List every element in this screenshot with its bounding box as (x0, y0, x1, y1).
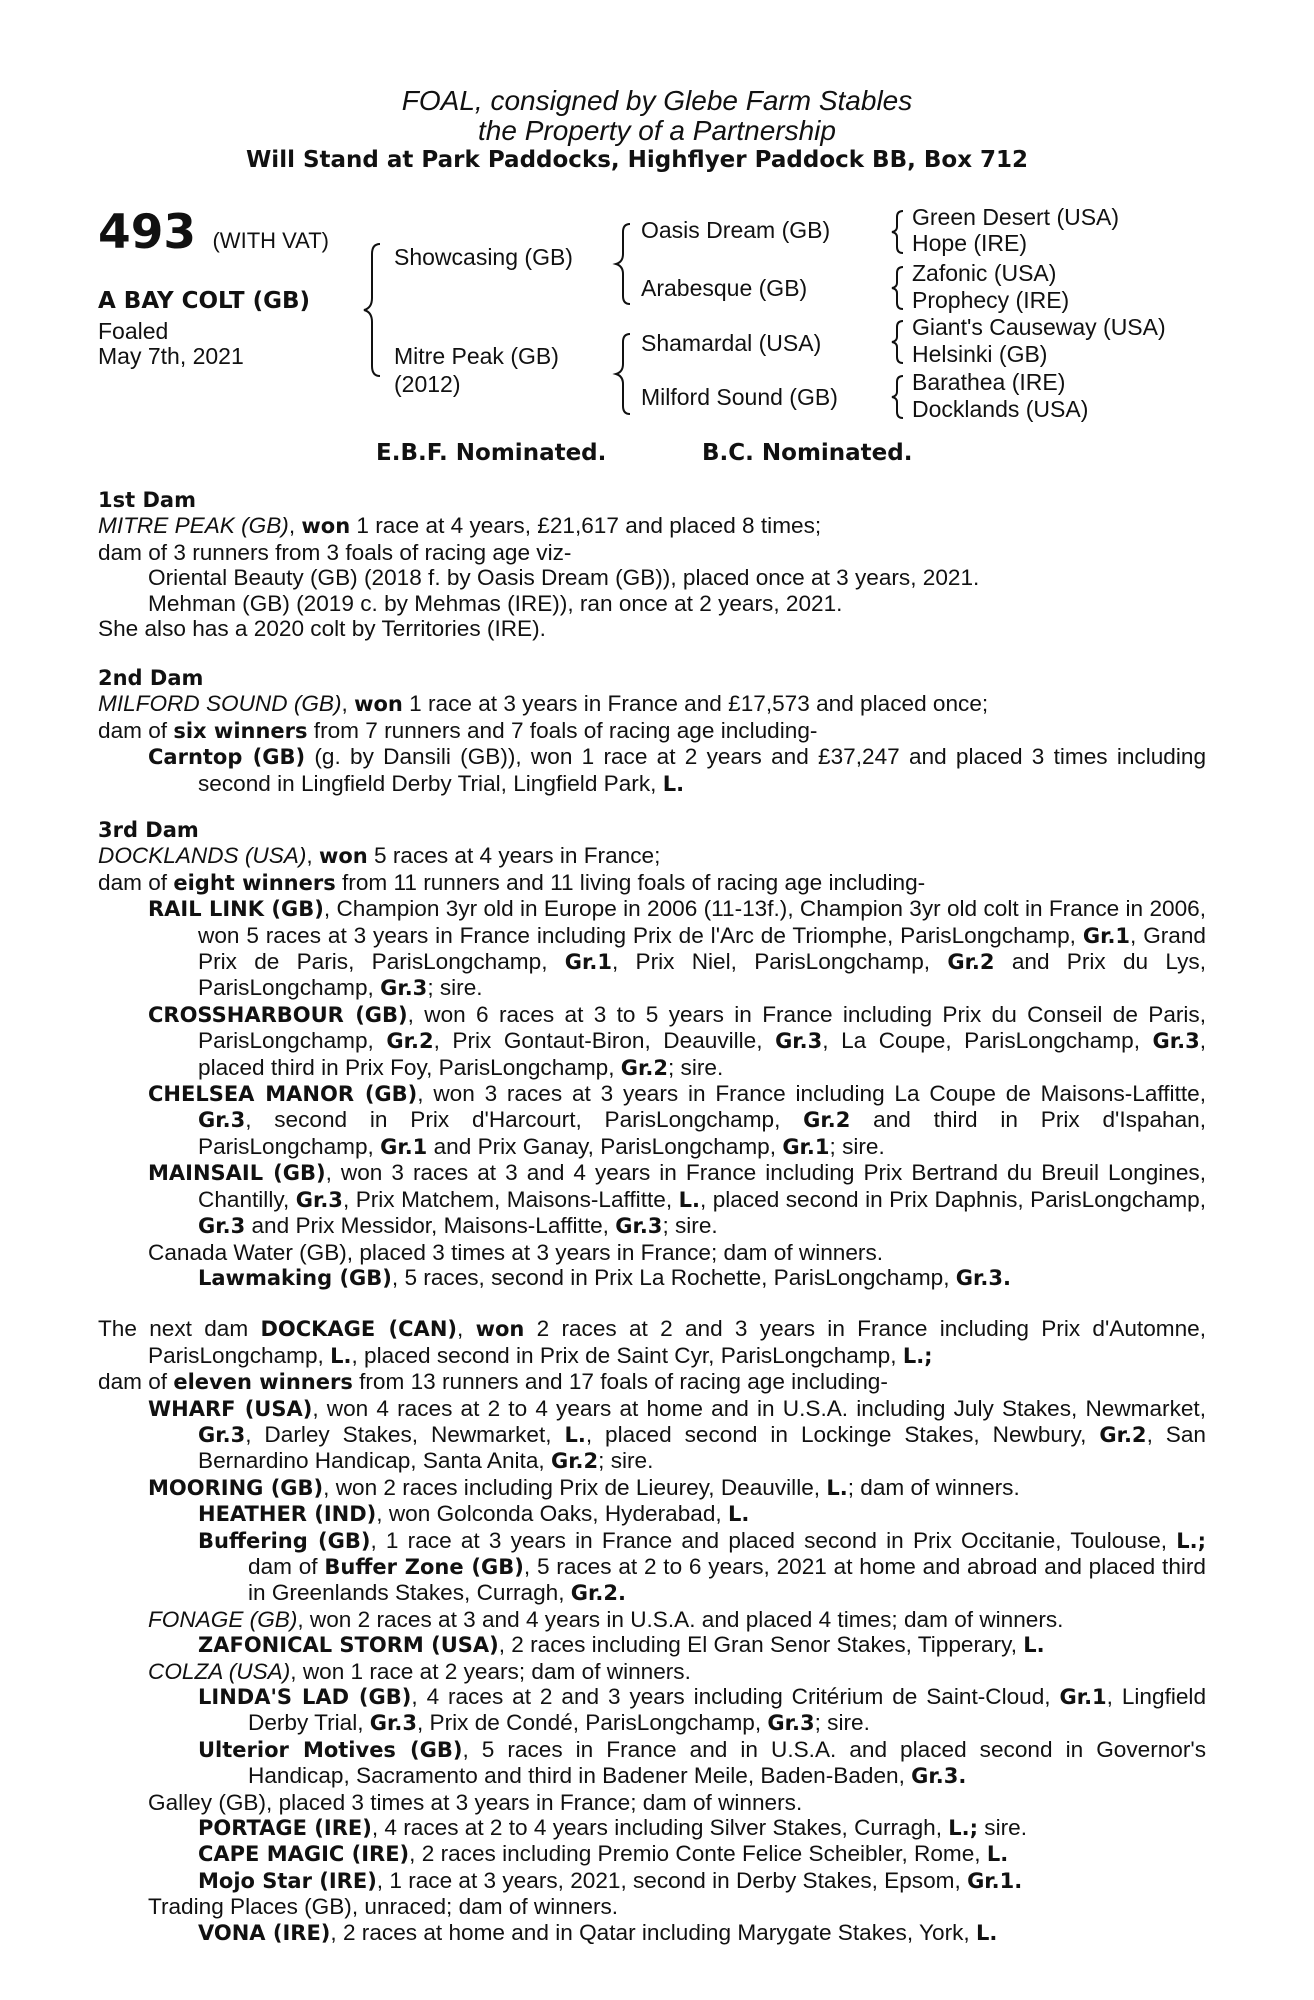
text-part: , won Golconda Oaks, Hyderabad, (376, 1501, 728, 1527)
text-part: , 4 races at 2 to 4 years including Silver Stakes, Curragh, (371, 1815, 949, 1841)
horse-name: WHARF (USA) (148, 1396, 313, 1421)
text-part: ; sire. (814, 1710, 870, 1736)
grade: Gr.3 (198, 1108, 246, 1133)
text-part: dam of (98, 869, 174, 895)
ped-dss: Giant's Causeway (USA) (912, 314, 1166, 340)
third-dam-name: DOCKLANDS (USA) (98, 843, 307, 869)
third-dam-section (98, 818, 1206, 1946)
winners-count: six winners (173, 718, 308, 743)
horse-name: A BAY COLT (GB) (98, 288, 311, 314)
text-part: ; sire. (662, 1213, 718, 1239)
spacer (98, 1291, 1206, 1316)
produce-entry (98, 1659, 1206, 1684)
grade: L.; (1176, 1528, 1206, 1553)
sire-dam: Arabesque (GB) (641, 275, 808, 301)
produce-entry (98, 1815, 1206, 1841)
text-part: , won 3 races at 3 and 4 years in France including Prix Bertrand du Breuil Longines, Chantilly, (198, 1160, 1206, 1212)
grade: Gr.2 (1099, 1422, 1147, 1447)
text-part: dam of (248, 1553, 325, 1579)
grade: Gr.2 (386, 1029, 434, 1054)
text-part: , placed second in Prix Daphnis, ParisLongchamp, (699, 1186, 1207, 1212)
produce-note: She also has a 2020 colt by Territories (IRE). (98, 616, 546, 642)
grade: L. (330, 1343, 352, 1368)
text-part: from 13 runners and 17 foals of racing age including- (352, 1369, 888, 1395)
produce-entry: Canada Water (GB), placed 3 times at 3 years in France; dam of winners. (148, 1239, 884, 1265)
grade: Gr.3. (911, 1764, 967, 1789)
horse-name: RAIL LINK (GB) (148, 897, 324, 922)
ped-dsd: Helsinki (GB) (912, 341, 1048, 367)
text-part: , won 3 races at 3 years in France including La Coupe de Maisons-Laffitte, (417, 1081, 1206, 1107)
produce-entry (98, 1501, 1206, 1527)
horse-name: DOCKAGE (CAN) (260, 1317, 457, 1342)
produce-entry (98, 1081, 1206, 1160)
text-part: , 2 races including Premio Conte Felice Scheibler, Rome, (409, 1841, 987, 1867)
text-part: and Prix du Lys, ParisLongchamp, (198, 949, 1207, 1001)
sire: Showcasing (GB) (394, 244, 573, 270)
text-part: ; sire. (829, 1133, 885, 1159)
grade: L. (975, 1920, 998, 1945)
horse-name: PORTAGE (IRE) (198, 1816, 372, 1841)
winners-count: eight winners (173, 870, 336, 895)
horse-name: Mojo Star (IRE) (198, 1868, 377, 1893)
ped-ddd: Docklands (USA) (912, 396, 1089, 422)
next-dam-produce-intro (98, 1369, 1206, 1395)
produce-entry (98, 1684, 1206, 1737)
won-label: won (475, 1317, 525, 1342)
text-part: , 5 races at 2 to 6 years, 2021 at home and abroad and placed third in Greenlands Stakes, Curragh, (248, 1553, 1206, 1606)
horse-name: Buffering (GB) (198, 1528, 371, 1553)
text-part: from 11 runners and 11 living foals of racing age including- (335, 869, 926, 895)
text-part: and Prix Ganay, ParisLongchamp, (427, 1133, 783, 1159)
text-part: sire. (978, 1815, 1027, 1841)
text-part: ; dam of winners. (847, 1474, 1020, 1500)
bracket-1 (888, 206, 908, 258)
grade: Gr.3 (369, 1711, 417, 1736)
produce-entry (98, 1632, 1206, 1658)
produce-entry (98, 1868, 1206, 1894)
ped-dds: Barathea (IRE) (912, 369, 1066, 395)
produce-entry (98, 1265, 1206, 1291)
grade: Gr.3 (775, 1029, 823, 1054)
text-part: , 1 race at 3 years, 2021, second in Derby Stakes, Epsom, (376, 1867, 968, 1893)
ped-sss: Green Desert (USA) (912, 204, 1120, 230)
winners-count: eleven winners (173, 1370, 353, 1395)
grade: Gr.3 (295, 1187, 343, 1212)
grade: Gr.3. (955, 1265, 1011, 1290)
dam-year: (2012) (394, 371, 461, 397)
text-part: ; sire. (668, 1054, 724, 1080)
grade: Gr.3 (615, 1214, 663, 1239)
produce-entry (98, 1528, 1206, 1607)
grade: L. (1023, 1633, 1045, 1658)
horse-name: LINDA'S LAD (GB) (198, 1685, 412, 1709)
text-part: , placed third in Prix Foy, ParisLongchamp, (198, 1028, 1206, 1080)
text-part: The next dam (98, 1316, 261, 1342)
bracket-3 (888, 316, 908, 368)
horse-name: FONAGE (GB) (148, 1606, 298, 1632)
header-stand: Will Stand at Park Paddocks, Highflyer Paddock BB, Box 712 (245, 147, 1029, 173)
produce-entry: Oriental Beauty (GB) (2018 f. by Oasis Dream (GB)), placed once at 3 years, 2021. (148, 565, 980, 591)
horse-name: COLZA (USA) (148, 1658, 291, 1684)
text-part: ; sire. (598, 1448, 654, 1474)
header-property: the Property of a Partnership (478, 115, 836, 146)
text-part: , San Bernardino Handicap, Santa Anita, (198, 1421, 1206, 1474)
text-part: , Prix de Condé, ParisLongchamp, (417, 1710, 768, 1736)
text-part: , Lingfield Derby Trial, (248, 1684, 1207, 1736)
first-dam-section (98, 488, 1206, 641)
dam-bracket (612, 328, 636, 418)
grade: Gr.2. (570, 1581, 626, 1606)
produce-entry (98, 1160, 1206, 1239)
foaled-label: Foaled (98, 318, 169, 344)
bc-nominated: B.C. Nominated. (702, 440, 913, 466)
grade: Gr.2 (947, 950, 995, 975)
next-dam-record: The next dam DOCKAGE (CAN), won 2 races at 2 and 3 years in France including Prix d'Automne, ParisLongchamp, L., placed second in Prix de Saint Cyr, ParisLongchamp, L.; (98, 1316, 1206, 1368)
text-part: , Prix Niel, ParisLongchamp, (611, 949, 948, 975)
grade: L. (986, 1842, 1009, 1867)
dam-dam: Milford Sound (GB) (641, 384, 838, 410)
grade: Gr.1 (380, 1134, 428, 1159)
text-part: , 5 races in France and in U.S.A. and placed second in Governor's Handicap, Sacramento and third in Badener Meile, Baden-Baden, (248, 1736, 1206, 1789)
horse-name: ZAFONICAL STORM (USA) (198, 1633, 499, 1658)
text-part: dam of (98, 717, 174, 743)
won-label: won (301, 514, 351, 539)
bracket-2 (888, 262, 908, 314)
text-part: , Darley Stakes, Newmarket, (245, 1421, 565, 1447)
ped-sds: Zafonic (USA) (912, 260, 1057, 286)
produce-entry: Mehman (GB) (2019 c. by Mehmas (IRE)), ran once at 2 years, 2021. (148, 590, 843, 616)
dam: Mitre Peak (GB) (394, 343, 559, 369)
second-dam-produce-intro (98, 718, 1206, 744)
grade: Gr.3 (767, 1711, 815, 1736)
sire-sire: Oasis Dream (GB) (641, 217, 831, 243)
grade: L. (564, 1422, 586, 1447)
grade: L.; (902, 1343, 933, 1368)
horse-name: CHELSEA MANOR (GB) (148, 1082, 418, 1107)
grade: Gr.1 (1082, 923, 1131, 948)
text-part: , won 2 races including Prix de Lieurey, Deauville, (323, 1474, 827, 1500)
grade: Gr.3 (198, 1214, 246, 1239)
second-dam-section (98, 666, 1206, 797)
header-consignor: FOAL, consigned by Glebe Farm Stables (401, 85, 913, 116)
grade: L. (678, 1187, 700, 1212)
horse-name: Lawmaking (GB) (198, 1265, 392, 1290)
produce-entry (98, 1002, 1206, 1081)
text-part: , won 2 races at 3 and 4 years in U.S.A. and placed 4 times; dam of winners. (297, 1606, 1064, 1632)
horse-name: Carntop (GB) (148, 745, 306, 770)
second-dam-text: 1 race at 3 years in France and £17,573 and placed once; (402, 691, 989, 717)
dam-sire: Shamardal (USA) (641, 330, 822, 356)
grade: Gr.3 (380, 976, 428, 1001)
text-part: and Prix Messidor, Maisons-Laffitte, (245, 1213, 616, 1239)
ped-ssd: Hope (IRE) (912, 230, 1028, 256)
text-part: , second in Prix d'Harcourt, ParisLongchamp, (245, 1107, 804, 1133)
sire-bracket (612, 218, 636, 308)
first-dam-name: MITRE PEAK (GB) (98, 513, 289, 539)
produce-entry (98, 1841, 1206, 1867)
grade: Gr.2 (620, 1055, 668, 1080)
text-part: , 5 races, second in Prix La Rochette, ParisLongchamp, (391, 1264, 956, 1290)
produce-entry (98, 1475, 1206, 1501)
vat-note: (WITH VAT) (212, 228, 329, 253)
horse-name: Buffer Zone (GB) (324, 1554, 524, 1579)
lot-number (98, 205, 329, 260)
text-part: , won 6 races at 3 to 5 years in France including Prix du Conseil de Paris, ParisLongchamp, (198, 1001, 1206, 1054)
text-part: , 1 race at 3 years in France and placed second in Prix Occitanie, Toulouse, (370, 1527, 1177, 1553)
text-part: , La Coupe, ParisLongchamp, (822, 1028, 1153, 1054)
text-part: , Prix Gontaut-Biron, Deauville, (433, 1028, 776, 1054)
bracket-4 (888, 371, 908, 423)
second-dam-heading: 2nd Dam (98, 666, 204, 690)
produce-entry: Trading Places (GB), unraced; dam of winners. (148, 1894, 619, 1920)
produce-entry (98, 1396, 1206, 1475)
produce-entry (98, 896, 1206, 1002)
horse-name: HEATHER (IND) (198, 1502, 377, 1527)
third-dam-text: 5 races at 4 years in France; (367, 843, 661, 869)
text-part: , placed second in Prix de Saint Cyr, ParisLongchamp, (351, 1342, 903, 1368)
text-part: , Champion 3yr old in Europe in 2006 (11-13f.), Champion 3yr old colt in France in 2006, won 5 races at 3 years in France including Prix de l'Arc de Triomphe, ParisLongchamp, (198, 896, 1206, 948)
text-part: dam of (98, 1369, 174, 1395)
won-label: won (354, 692, 403, 717)
first-dam-text: 1 race at 4 years, £21,617 and placed 8 times; (350, 513, 822, 539)
second-dam-record: MILFORD SOUND (GB), won 1 race at 3 years in France and £17,573 and placed once; (98, 691, 989, 717)
text-part: (g. by Dansili (GB)), won 1 race at 2 years and £37,247 and placed 3 times including second in Lingfield Derby Trial, Lingfield Park, (198, 744, 1207, 796)
text-part: , Grand Prix de Paris, ParisLongchamp, (198, 922, 1206, 975)
horse-name: VONA (IRE) (198, 1920, 331, 1945)
grade: Gr.2 (803, 1108, 851, 1133)
text-part: , won 1 race at 2 years; dam of winners. (290, 1658, 691, 1684)
grade: Gr.2 (550, 1449, 599, 1474)
text-part: , placed second in Lockinge Stakes, Newbury, (585, 1421, 1100, 1447)
first-dam-record: MITRE PEAK (GB), won 1 race at 4 years, £21,617 and placed 8 times; (98, 513, 822, 539)
won-label: won (318, 844, 368, 869)
text-part: , 2 races at home and in Qatar including Marygate Stakes, York, (330, 1919, 976, 1945)
produce-entry (98, 1737, 1206, 1790)
text-part: , 2 races including El Gran Senor Stakes, Tipperary, (498, 1632, 1024, 1658)
text-part: , Prix Matchem, Maisons-Laffitte, (342, 1186, 679, 1212)
grade: Gr.1. (967, 1868, 1023, 1893)
second-dam-name: MILFORD SOUND (GB) (98, 691, 342, 717)
produce-entry (98, 1607, 1206, 1632)
text-part: , 4 races at 2 and 3 years including Critérium de Saint-Cloud, (411, 1684, 1060, 1709)
horse-name: CAPE MAGIC (IRE) (198, 1842, 410, 1867)
ebf-nominated: E.B.F. Nominated. (376, 440, 607, 466)
text-part: , won 4 races at 2 to 4 years at home and in U.S.A. including July Stakes, Newmarket, (312, 1395, 1206, 1421)
foaled-date: May 7th, 2021 (98, 343, 244, 369)
text-part: 2 races at 2 and 3 years in France including Prix d'Automne, ParisLongchamp, (148, 1316, 1206, 1368)
third-dam-produce-intro (98, 870, 1206, 896)
grade: L.; (948, 1816, 979, 1841)
grade: L. (727, 1502, 750, 1527)
ped-sdd: Prophecy (IRE) (912, 287, 1070, 313)
produce-entry (98, 744, 1206, 797)
produce-entry (98, 1920, 1206, 1946)
produce-entry: Galley (GB), placed 3 times at 3 years in France; dam of winners. (148, 1789, 803, 1815)
text-part: ; sire. (427, 975, 483, 1001)
first-dam-heading: 1st Dam (98, 488, 196, 512)
text-part: and third in Prix d'Ispahan, ParisLongchamp, (198, 1107, 1206, 1159)
horse-name: CROSSHARBOUR (GB) (148, 1002, 408, 1027)
grade: Gr.3 (198, 1422, 246, 1447)
horse-name: Ulterior Motives (GB) (198, 1737, 463, 1762)
third-dam-heading: 3rd Dam (98, 818, 199, 842)
horse-name: MAINSAIL (GB) (148, 1161, 326, 1186)
sire-dam-bracket (360, 232, 390, 392)
first-dam-produce-intro: dam of 3 runners from 3 foals of racing age viz- (98, 539, 572, 565)
grade: Gr.3 (1152, 1029, 1200, 1054)
grade: Gr.1 (782, 1134, 830, 1159)
grade: Gr.1 (1059, 1685, 1107, 1709)
grade: Gr.1 (564, 950, 612, 975)
grade: L. (662, 771, 685, 796)
grade: L. (826, 1475, 848, 1500)
lot-number-value: 493 (98, 205, 197, 260)
text-part: from 7 runners and 7 foals of racing age including- (307, 717, 818, 743)
horse-name: MOORING (GB) (148, 1475, 324, 1500)
third-dam-record: DOCKLANDS (USA), won 5 races at 4 years in France; (98, 843, 661, 869)
